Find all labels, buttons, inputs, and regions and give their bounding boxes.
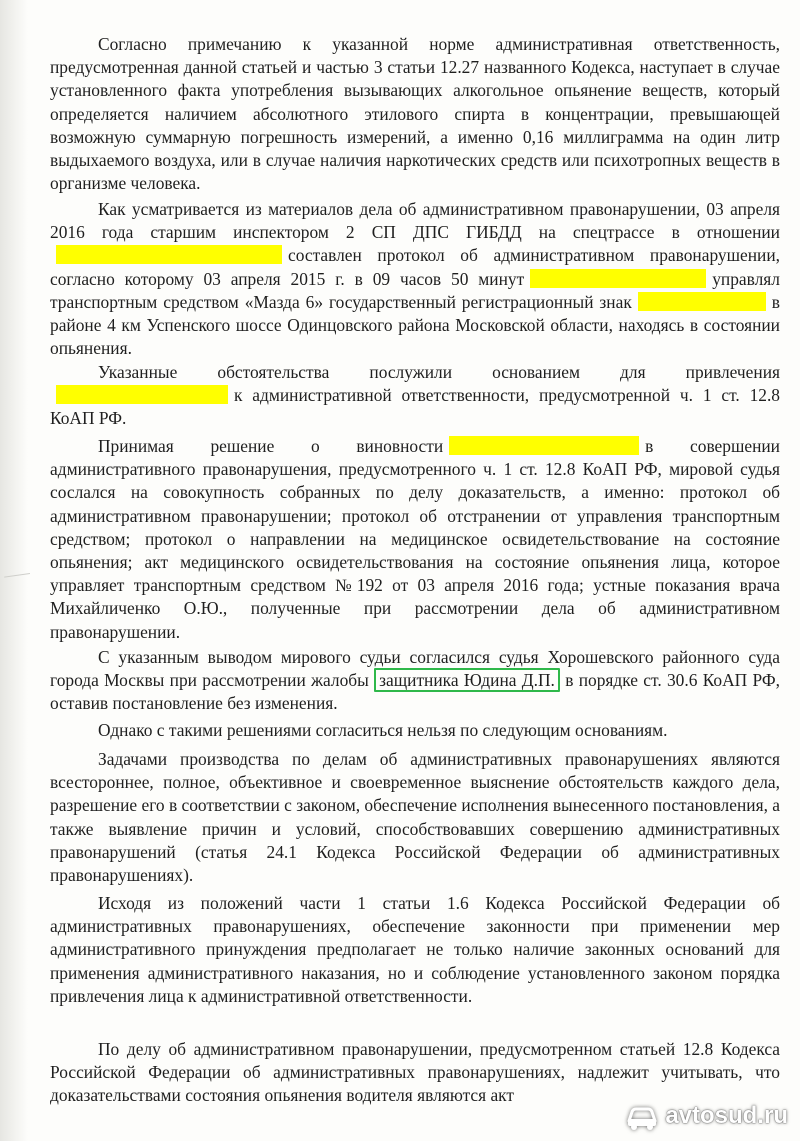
paragraph-2-part-d: в районе 4 км Успенского шоссе Одинцовского района Московской области, находясь в состоянии опьянения.: [50, 291, 780, 359]
paragraph-1: Согласно примечанию к указанной норме административная ответственность, предусмотренная данной статьей и частью 3 статьи 12.27 названного Кодекса, наступает в случае установленного факта употребления вызывающих алкогольное опьянение веществ, который определяется наличием абсолютного этилового спирта в концентрации, превышающей возможную суммарную погрешность измерений, а именно 0,16 миллиграмма на один литр выдыхаемого воздуха, или в случае наличия наркотических средств или психотропных веществ в организме человека.: [50, 34, 780, 194]
paragraph-2-part-c: управлял транспортным средством «Мазда 6» государственный регистрационный знак: [50, 268, 780, 312]
redacted-plate-highlight: [638, 292, 766, 311]
paragraph-5: [50, 646, 780, 716]
redacted-name-highlight: [56, 385, 228, 404]
paragraph-4-part-b: в совершении административного правонарушения, предусмотренного ч. 1 ст. 12.8 КоАП РФ, мировой судья сослался на совокупность собранных по делу доказательств, а именно: протокол об административном правонарушении; протокол об отстранении от управления транспортным средством; протокол о направлении на медицинское освидетельствование на состояние опьянения; акт медицинского освидетельствования на состояние опьянения лица, которое управляет транспортным средством №192 от 03 апреля 2016 года; устные показания врача Михайличенко О.Ю., полученные при рассмотрении дела об административном правонарушении.: [50, 436, 780, 642]
redacted-name-highlight: [56, 245, 282, 264]
defender-name-box: защитника Юдина Д.П.: [374, 668, 560, 692]
paragraph-8: Исходя из положений части 1 статьи 1.6 Кодекса Российской Федерации об административных правонарушениях, обеспечение законности при применении мер административного принуждения предполагает не только наличие законных оснований для применения административного наказания, но и соблюдение установленного законом порядка привлечения лица к административной ответственности.: [50, 893, 780, 1006]
paragraph-2-part-b: составлен протокол об административном правонарушении, согласно которому 03 апреля 2015 г. в 09 часов 50 минут: [50, 245, 780, 289]
watermark: [625, 1099, 788, 1133]
watermark-text: avtosud.ru: [665, 1102, 788, 1129]
paragraph-5-part-b: в порядке ст. 30.6 КоАП РФ, оставив постановление без изменения.: [50, 670, 781, 714]
paragraph-5-part-a: С указанным выводом мирового судьи согласился судья Хорошевского районного суда города Москвы при рассмотрении жалобы: [50, 647, 780, 691]
paragraph-3-part-b: к административной ответственности, предусмотренной ч. 1 ст. 12.8 КоАП РФ.: [50, 385, 780, 429]
paragraph-9: По делу об административном правонарушении, предусмотренном статьей 12.8 Кодекса Российской Федерации об административных правонарушениях, надлежит учитывать, что доказательствами состояния опьянения водителя являются акт: [50, 1039, 780, 1106]
paragraph-3-part-a: Указанные обстоятельства послужили основанием для привлечения: [98, 362, 780, 382]
paragraph-2: [50, 198, 780, 360]
paper-crease: [0, 543, 30, 577]
paragraph-3: [50, 361, 780, 431]
car-icon: [625, 1101, 659, 1131]
paragraph-2-part-a: Как усматривается из материалов дела об административном правонарушении, 03 апреля 2016 года старшим инспектором 2 СП ДПС ГИБДД на спецтрассе в отношении: [50, 199, 780, 243]
redacted-name-highlight: [449, 436, 639, 455]
paragraph-4: [50, 435, 780, 644]
paragraph-7: Задачами производства по делам об административных правонарушениях являются всестороннее, полное, объективное и своевременное выяснение обстоятельств каждого дела, разрешение его в соответствии с законом, обеспечение исполнения вынесенного постановления, а также выявление причин и условий, способствовавших совершению административных правонарушений (статья 24.1 Кодекса Российской Федерации об административных правонарушениях).: [50, 749, 780, 886]
redacted-name-highlight: [530, 269, 706, 288]
paragraph-6: Однако с такими решениями согласиться нельзя по следующим основаниям.: [98, 720, 668, 740]
paragraph-4-part-a: Принимая решение о виновности: [98, 436, 444, 456]
